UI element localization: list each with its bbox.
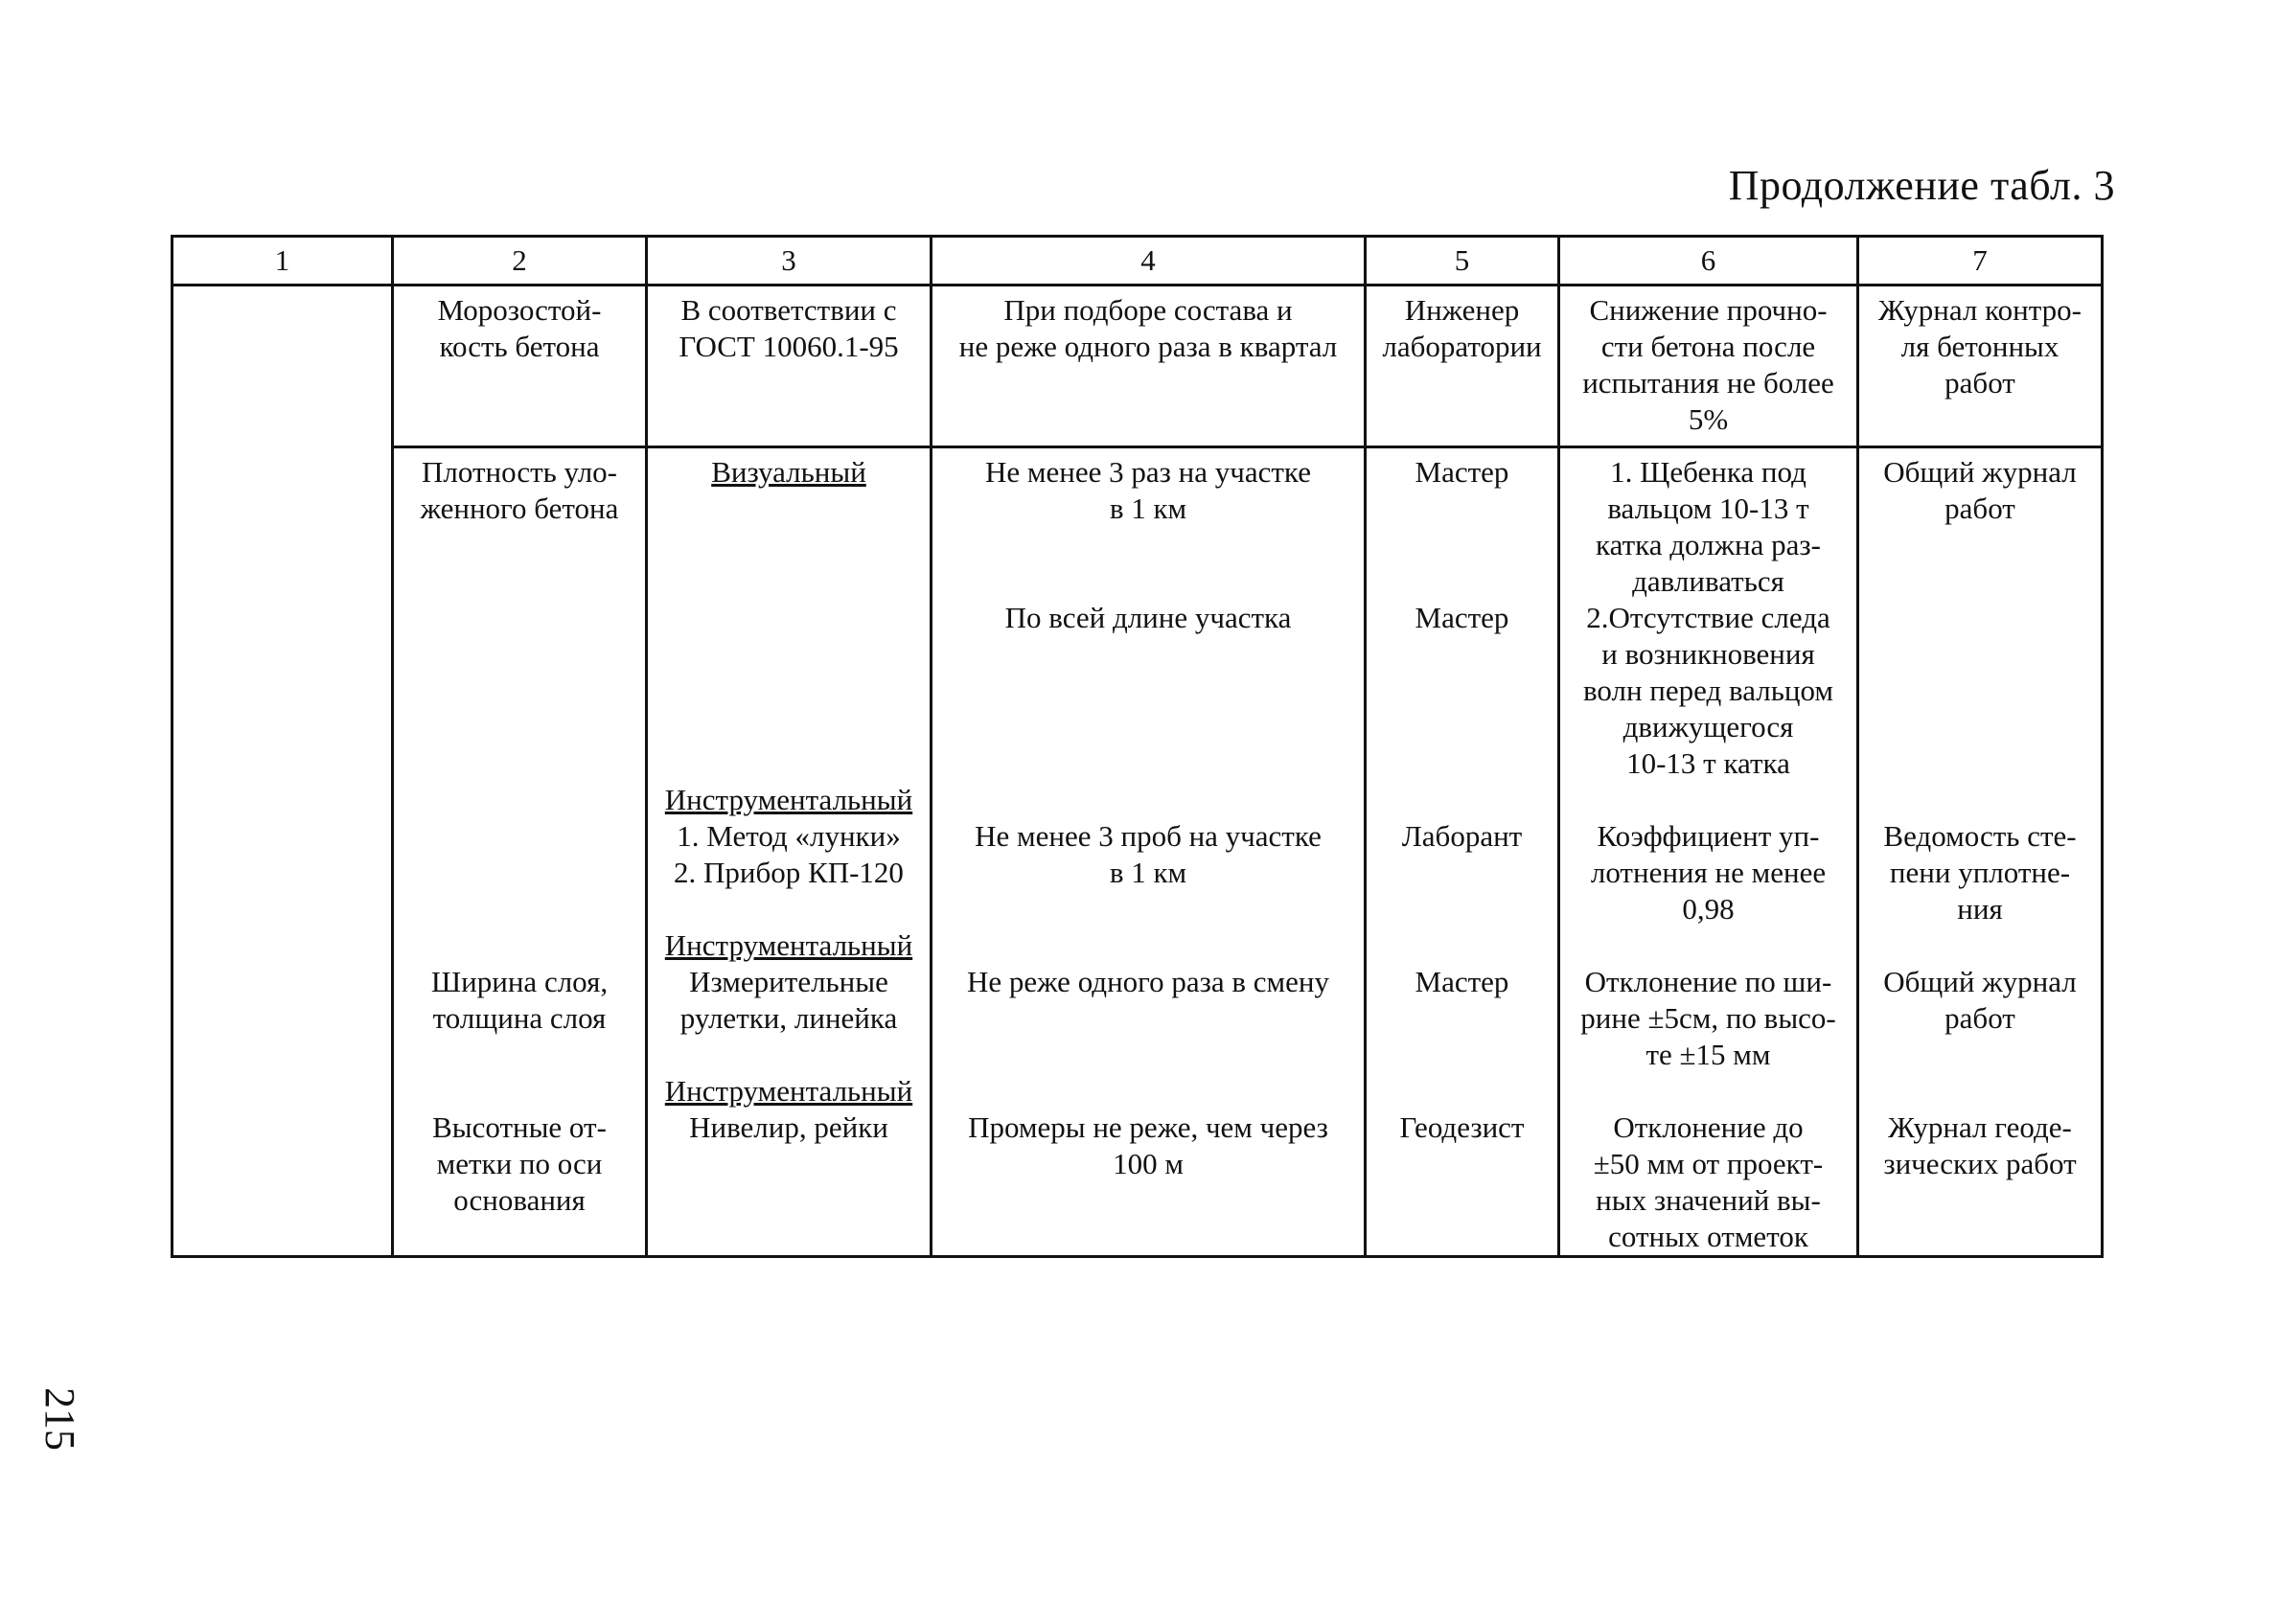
- column-number-7: 7: [1858, 237, 2103, 286]
- frequency-cell: [932, 286, 1366, 447]
- parameter-line: Плотность уло-: [422, 455, 617, 489]
- frequency-line: в 1 км: [1109, 856, 1187, 889]
- frequency-cell: [932, 447, 1366, 1257]
- frequency-line: Не реже одного раза в смену: [967, 965, 1329, 998]
- criteria-line: Отклонение по ши-: [1584, 965, 1832, 998]
- frequency-line: не реже одного раза в квартал: [958, 330, 1338, 363]
- document-line: зических работ: [1883, 1147, 2077, 1180]
- frequency-line: 100 м: [1113, 1147, 1184, 1180]
- document-line: пени уплотне-: [1889, 856, 2071, 889]
- criteria-line: лотнения не менее: [1590, 856, 1827, 889]
- criteria-line: движущегося: [1622, 710, 1794, 743]
- method-instrumental-title: Инструментальный: [664, 1074, 913, 1108]
- document-line: работ: [1944, 1001, 2015, 1035]
- responsible-line: лаборатории: [1382, 330, 1542, 363]
- method-instrumental-title: Инструментальный: [664, 783, 913, 816]
- method-line: рулетки, линейка: [679, 1001, 898, 1035]
- criteria-line: 1. Щебенка под: [1610, 455, 1806, 489]
- parameter-line: кость бетона: [439, 330, 600, 363]
- parameter-line: Ширина слоя,: [430, 965, 609, 998]
- method-instrumental-title: Инструментальный: [664, 928, 913, 962]
- criteria-line: ±50 мм от проект-: [1593, 1147, 1824, 1180]
- frequency-line: Не менее 3 проб на участке: [975, 819, 1322, 853]
- criteria-line: катка должна раз-: [1596, 528, 1821, 561]
- document-cell: [1858, 286, 2103, 447]
- control-table: [171, 235, 2104, 1258]
- column-number-row: [173, 237, 2103, 286]
- criteria-line: Снижение прочно-: [1589, 293, 1828, 327]
- responsible-cell: [1366, 447, 1559, 1257]
- criteria-line: рине ±5см, по высо-: [1580, 1001, 1836, 1035]
- criteria-line: 5%: [1688, 402, 1729, 436]
- method-line: ГОСТ 10060.1-95: [679, 330, 899, 363]
- criteria-cell: [1559, 286, 1858, 447]
- criteria-line: испытания не более: [1582, 366, 1834, 400]
- stage-cell: [173, 447, 393, 1257]
- method-line: Измерительные: [689, 965, 888, 998]
- frequency-line: в 1 км: [1109, 492, 1187, 525]
- criteria-cell: [1559, 447, 1858, 1257]
- criteria-line: давливаться: [1632, 564, 1784, 598]
- responsible-line: Геодезист: [1399, 1110, 1525, 1144]
- document-line: Ведомость сте-: [1883, 819, 2077, 853]
- frequency-line: По всей длине участка: [1004, 601, 1292, 634]
- document-line: Общий журнал: [1883, 455, 2077, 489]
- column-number-2: 2: [393, 237, 647, 286]
- criteria-line: те ±15 мм: [1645, 1038, 1771, 1071]
- column-number-6: 6: [1559, 237, 1858, 286]
- parameter-line: Морозостой-: [437, 293, 602, 327]
- method-visual: Визуальный: [711, 455, 866, 489]
- frequency-line: Не менее 3 раз на участке: [985, 455, 1311, 489]
- criteria-line: Отклонение до: [1613, 1110, 1804, 1144]
- document-line: работ: [1944, 492, 2015, 525]
- method-line: Нивелир, рейки: [689, 1110, 888, 1144]
- column-number-3: 3: [647, 237, 932, 286]
- parameter-line: Высотные от-: [432, 1110, 607, 1144]
- document-line: Журнал геоде-: [1888, 1110, 2072, 1144]
- responsible-line: Инженер: [1404, 293, 1520, 327]
- parameter-width: [403, 964, 635, 1037]
- document-line: Общий журнал: [1883, 965, 2077, 998]
- responsible-line: Мастер: [1415, 965, 1509, 998]
- method-cell: [647, 447, 932, 1257]
- criteria-line: 2.Отсутствие следа: [1586, 601, 1830, 634]
- criteria-line: ных значений вы-: [1596, 1183, 1821, 1217]
- parameter-line: метки по оси: [436, 1147, 603, 1180]
- page-number: 215: [36, 1387, 83, 1451]
- responsible-cell: [1366, 286, 1559, 447]
- criteria-line: 10-13 т катка: [1626, 746, 1790, 780]
- criteria-line: волн перед вальцом: [1582, 674, 1834, 707]
- criteria-line: Коэффициент уп-: [1597, 819, 1820, 853]
- parameter-cell: [393, 447, 647, 1257]
- parameter-line: женного бетона: [420, 492, 619, 525]
- table-caption: Продолжение табл. 3: [1728, 162, 2115, 209]
- responsible-line: Мастер: [1415, 455, 1509, 489]
- document-line: работ: [1944, 366, 2015, 400]
- parameter-density: [403, 454, 635, 527]
- column-number-4: 4: [932, 237, 1366, 286]
- document-cell: [1858, 447, 2103, 1257]
- criteria-line: и возникновения: [1601, 637, 1815, 671]
- parameter-line: основания: [453, 1183, 586, 1217]
- document-line: ля бетонных: [1900, 330, 2059, 363]
- method-line: 1. Метод «лунки»: [677, 819, 901, 853]
- criteria-line: сти бетона после: [1600, 330, 1816, 363]
- stage-cell: [173, 286, 393, 447]
- responsible-line: Лаборант: [1401, 819, 1523, 853]
- document-line: ния: [1957, 892, 2003, 926]
- method-line: 2. Прибор КП-120: [674, 856, 904, 889]
- document-line: Журнал контро-: [1878, 293, 2082, 327]
- frequency-line: При подборе состава и: [1003, 293, 1293, 327]
- column-number-1: 1: [173, 237, 393, 286]
- criteria-line: вальцом 10-13 т: [1607, 492, 1809, 525]
- method-cell: [647, 286, 932, 447]
- parameter-height: [403, 1109, 635, 1219]
- table-row-frost-resistance: [173, 286, 2103, 447]
- method-line: В соответствии с: [680, 293, 897, 327]
- column-number-5: 5: [1366, 237, 1559, 286]
- responsible-line: Мастер: [1415, 601, 1509, 634]
- table-row-density-width-height: [173, 447, 2103, 1257]
- parameter-cell: [393, 286, 647, 447]
- criteria-line: 0,98: [1682, 892, 1735, 926]
- frequency-line: Промеры не реже, чем через: [968, 1110, 1328, 1144]
- parameter-line: толщина слоя: [432, 1001, 607, 1035]
- criteria-line: сотных отметок: [1608, 1220, 1808, 1253]
